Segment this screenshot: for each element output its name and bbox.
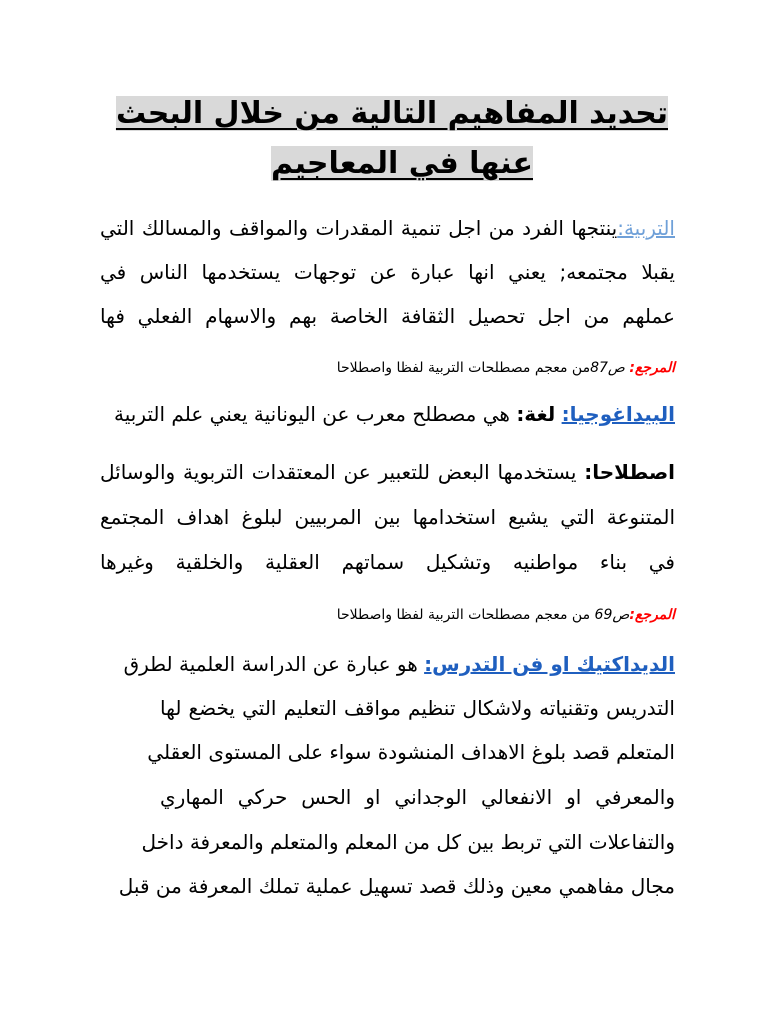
didactics-line-6: مجال مفاهمي معين وذلك قصد تسهيل عملية تملك المعرفة من قبل (118, 874, 675, 898)
reference-page: ص69 (594, 607, 630, 623)
didactics-line-2: التدريس وتقنياته ولاشكال تنظيم مواقف التعليم التي يخضع لها (160, 696, 675, 720)
tarbiya-line-1 (100, 214, 675, 242)
tarbiya-line-3: عملهم من اجل تحصيل الثقافة الخاصة بهم والاسهام الفعلي فها (100, 304, 675, 328)
term-tarbiya: التربية: (617, 216, 675, 240)
reference-1 (130, 358, 675, 378)
pedagogy-line-1 (114, 400, 675, 428)
tarbiya-line-2: يقبلا مجتمعه; يعني انها عبارة عن توجهات يستخدمها الناس في (100, 260, 675, 284)
reference-label: المرجع: (629, 360, 675, 376)
pedagogy-line-4: في بناء مواطنيه وتشكيل سماتهم العقلية والخلقية وغيرها (100, 550, 675, 574)
didactics-line-5: والتفاعلات التي تربط بين كل من المعلم والمتعلم والمعرفة داخل (141, 830, 675, 854)
pedagogy-text-1: هي مصطلح معرب عن اليونانية يعني علم التربية (114, 402, 510, 426)
reference-label: المرجع: (629, 607, 675, 623)
page-title-line-2 (271, 146, 533, 182)
pedagogy-text-2: يستخدمها البعض للتعبير عن المعتقدات التربوية والوسائل (100, 460, 577, 484)
pedagogy-line-3: المتنوعة التي يشيع استخدامها بين المربيين لبلوغ اهداف المجتمع (100, 505, 675, 529)
pedagogy-line-2 (100, 458, 675, 486)
title-text-2: عنها في المعاجيم (271, 146, 533, 181)
term-didactics: الديداكتيك او فن التدرس: (424, 652, 675, 676)
reference-2 (130, 605, 675, 625)
term-pedagogy: البيداغوجيا: (561, 402, 675, 426)
didactics-line-1 (123, 650, 675, 678)
didactics-line-4: والمعرفي او الانفعالي الوجداني او الحس حركي المهاري (160, 785, 675, 809)
reference-text: من معجم مصطلحات التربية لفظا واصطلاحا (336, 360, 591, 376)
lugha-label: لغة: (516, 402, 556, 426)
tarbiya-text-1: ينتجها الفرد من اجل تنمية المقدرات والمواقف والمسالك التي (100, 216, 618, 240)
didactics-text-1: هو عبارة عن الدراسة العلمية لطرق (123, 652, 418, 676)
istilah-label: اصطلاحا: (584, 460, 676, 484)
title-text-1: تحديد المفاهيم التالية من خلال البحث (115, 96, 668, 131)
page-title-line-1 (116, 96, 668, 132)
didactics-line-3: المتعلم قصد بلوغ الاهداف المنشودة سواء على المستوى العقلي (147, 740, 675, 764)
reference-page: ص87 (590, 360, 625, 376)
reference-text: من معجم مصطلحات التربية لفظا واصطلاحا (336, 607, 591, 623)
